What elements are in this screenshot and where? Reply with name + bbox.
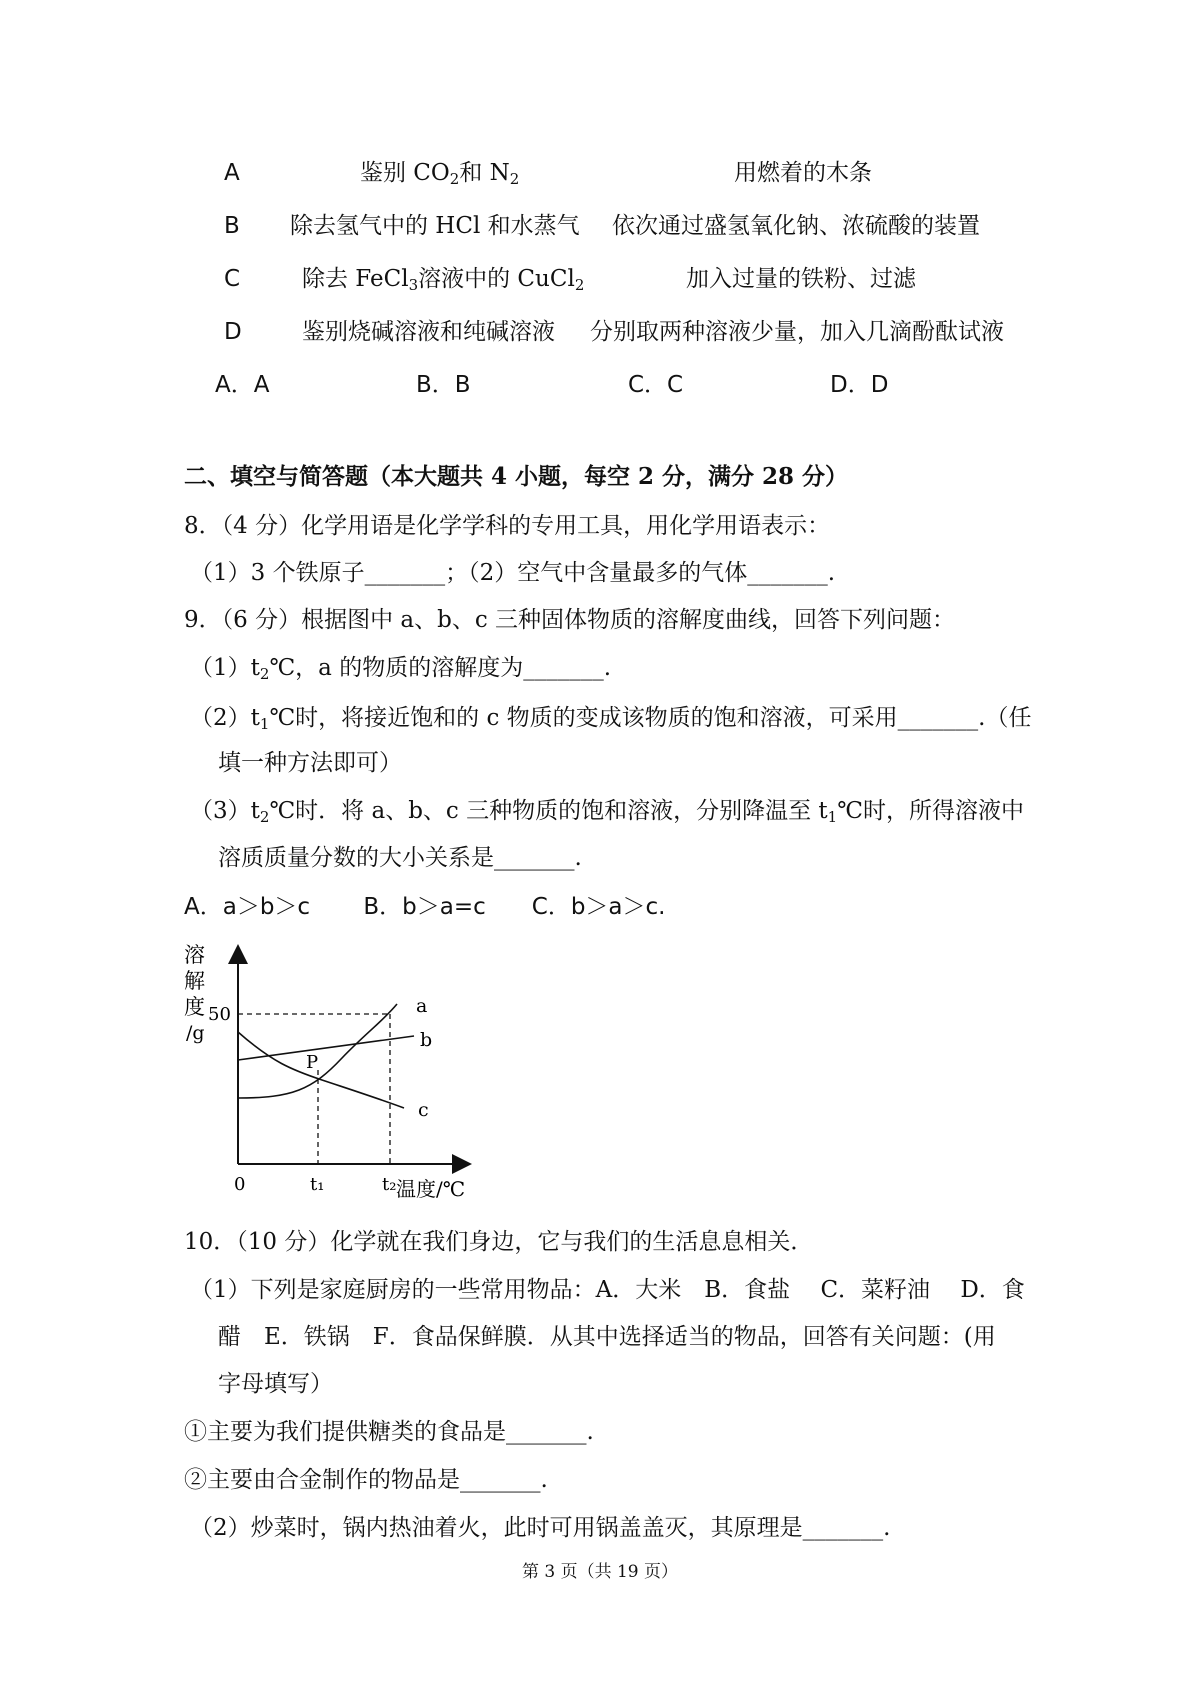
row-purpose: 除去氢气中的 HCl 和水蒸气 <box>290 213 580 239</box>
ylabel-char-3: 度 <box>184 995 205 1019</box>
option-c: C．C <box>628 372 684 398</box>
solubility-graph <box>182 940 482 1200</box>
ylabel-char-1: 溶 <box>184 943 205 967</box>
q9-part1: $(1)t_2℃$，a 的物质的溶解度为_______. <box>190 655 612 683</box>
q9-part3-cont: 溶质质量分数的大小关系是_______. <box>218 845 582 871</box>
table-row <box>0 211 1200 245</box>
y-tick-50: 50 <box>208 1004 231 1025</box>
q9-part2-cont: 填一种方法即可） <box>218 750 402 776</box>
row-method: 依次通过盛氢氧化钠、浓硫酸的装置 <box>612 213 980 239</box>
table-row <box>0 317 1200 351</box>
curve-label-b: b <box>420 1029 433 1051</box>
q10-sub1: ①主要为我们提供糖类的食品是_______. <box>184 1419 594 1445</box>
q9-part3: $(3)t_2℃$时．将 a、b、c 三种物质的饱和溶液，分别降温至 $t_1℃$时，所得溶液中 <box>190 798 1024 826</box>
section-title: 二、填空与简答题（本大题共 4 小题，每空 2 分，满分 28 分） <box>184 463 849 490</box>
option-b: B．B <box>416 372 471 398</box>
curve-label-c: c <box>418 1099 429 1121</box>
curve-b <box>238 1036 414 1060</box>
row-purpose: 鉴别烧碱溶液和纯碱溶液 <box>302 319 555 345</box>
xlabel: 温度/℃ <box>396 1177 466 1200</box>
row-purpose: 鉴别 $CO_2$和 $N_2$ <box>360 160 520 188</box>
row-letter: D <box>224 319 242 345</box>
q8-stem: 8．（4 分）化学用语是化学学科的专用工具，用化学用语表示： <box>184 513 831 539</box>
q9-options: A．a＞b＞c B．b＞a=c C．b＞a＞c. <box>184 894 666 920</box>
row-letter: C <box>224 266 241 292</box>
t1-label: t₁ <box>310 1174 325 1195</box>
table-row <box>0 264 1200 298</box>
curve-label-a: a <box>416 995 428 1017</box>
q10-stem: 10．（10 分）化学就在我们身边，它与我们的生活息息相关． <box>184 1229 814 1255</box>
q9-part2: $(2)t_1℃$时，将接近饱和的 c 物质的变成该物质的饱和溶液，可采用_______.（任 <box>190 705 1032 733</box>
point-p-label: P <box>306 1052 319 1073</box>
row-method: 分别取两种溶液少量，加入几滴酚酞试液 <box>590 319 1004 345</box>
origin-label: 0 <box>234 1174 246 1195</box>
table-row <box>0 158 1200 192</box>
row-method: 加入过量的铁粉、过滤 <box>686 266 916 292</box>
t2-label: t₂ <box>382 1174 397 1195</box>
q9-stem: 9．（6 分）根据图中 a、b、c 三种固体物质的溶解度曲线，回答下列问题： <box>184 607 956 633</box>
option-a: A．A <box>215 372 270 398</box>
ylabel-char-2: 解 <box>184 969 205 993</box>
q10-part1-line2: 醋 E．铁锅 F．食品保鲜膜．从其中选择适当的物品，回答有关问题：(用 <box>218 1324 996 1350</box>
q10-sub2: ②主要由合金制作的物品是_______. <box>184 1467 548 1493</box>
row-purpose: 除去 FeCl$_3$溶液中的 CuCl$_2$ <box>302 266 585 294</box>
q10-part1-line3: 字母填写） <box>218 1371 333 1397</box>
option-d: D．D <box>830 372 889 398</box>
q10-part2: （2）炒菜时，锅内热油着火，此时可用锅盖盖灭，其原理是_______. <box>190 1515 891 1541</box>
row-letter: A <box>224 160 240 186</box>
row-letter: B <box>224 213 240 239</box>
row-method: 用燃着的木条 <box>734 160 872 186</box>
q10-part1-line1: （1）下列是家庭厨房的一些常用物品：A．大米 B．食盐 C．菜籽油 D．食 <box>190 1277 1025 1303</box>
ylabel-char-4: /g <box>186 1022 205 1044</box>
page-footer: 第 3 页（共 19 页） <box>521 1562 679 1582</box>
q8-line1: （1）3 个铁原子_______；（2）空气中含量最多的气体_______. <box>190 560 836 586</box>
